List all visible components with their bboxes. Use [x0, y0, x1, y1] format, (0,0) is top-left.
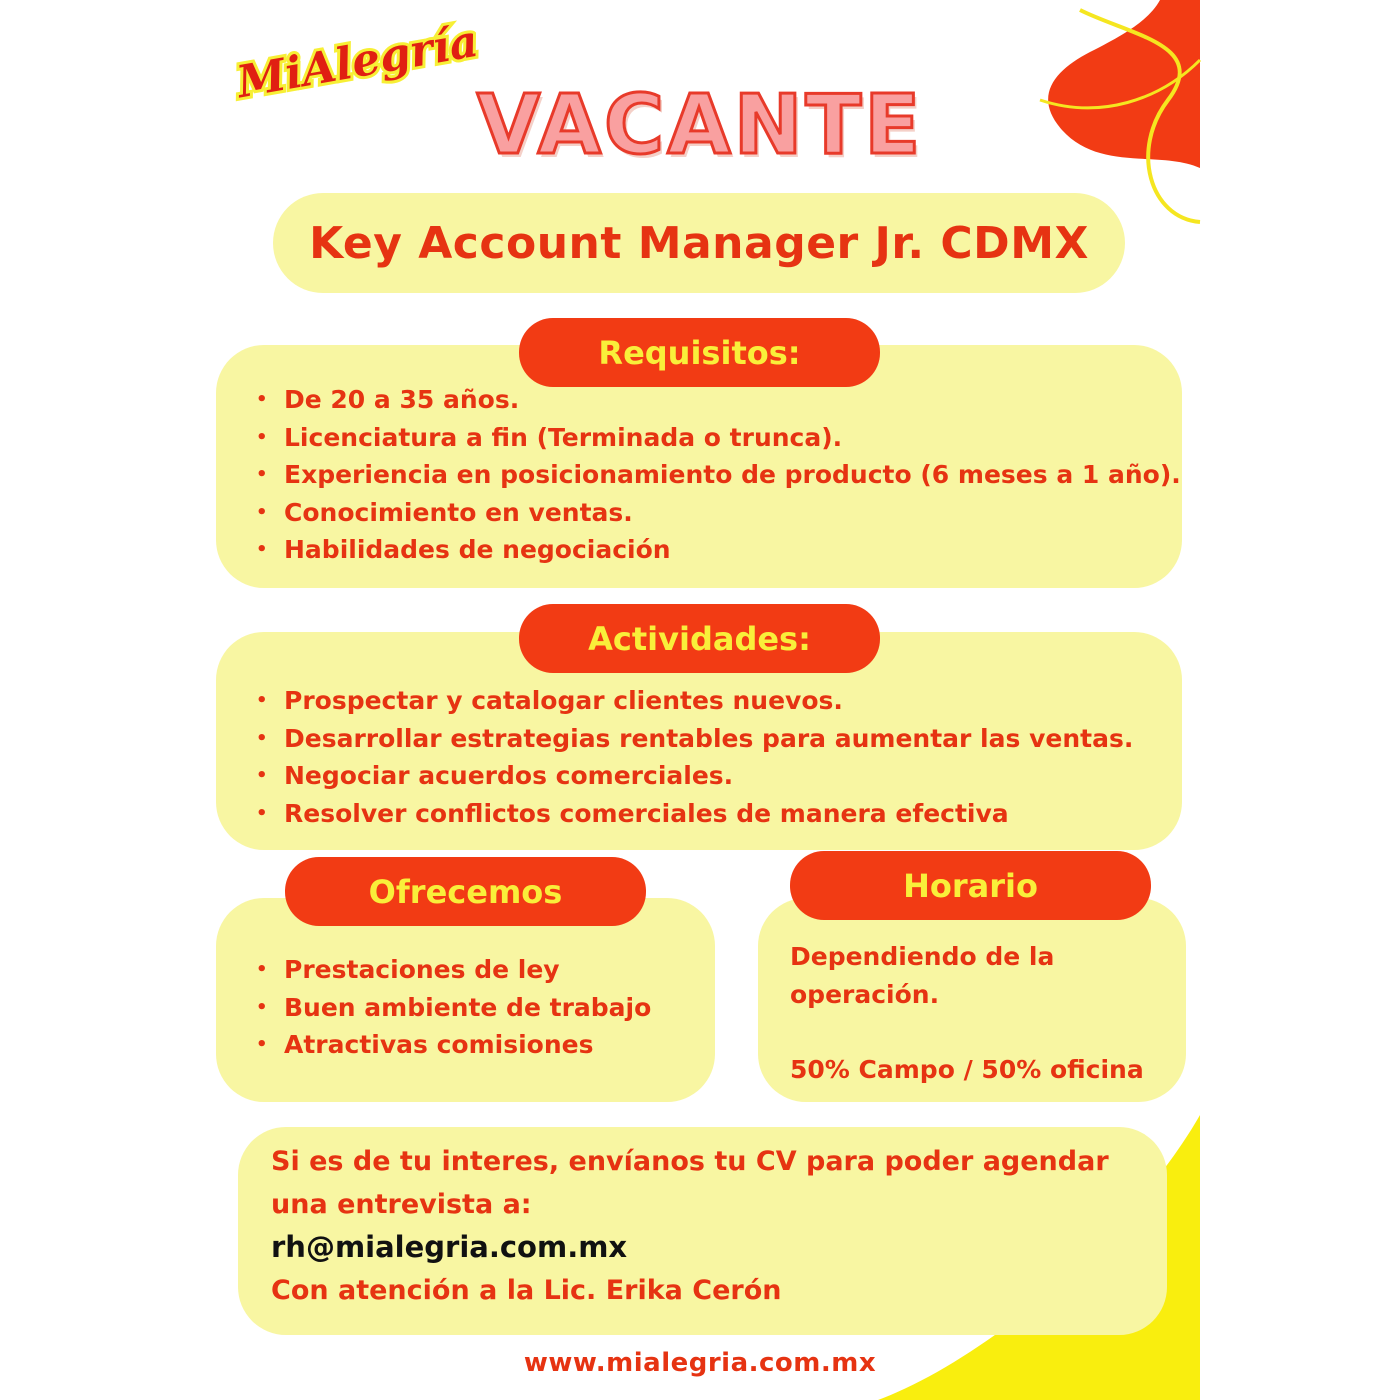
website-link[interactable]: www.mialegria.com.mx [523, 1348, 877, 1378]
schedule-split: 50% Campo / 50% oficina [790, 1055, 1144, 1084]
vacancy-headline: VACANTE [476, 78, 924, 173]
list-item: • Prestaciones de ley [256, 951, 651, 989]
schedule-line-2: operación. [790, 980, 940, 1009]
activities-list [256, 682, 1133, 832]
list-item: • Negociar acuerdos comerciales. [256, 757, 1133, 795]
schedule-heading: Horario [790, 851, 1151, 920]
list-item: • Licenciatura a fin (Terminada o trunca). [256, 419, 1181, 457]
contact-block [271, 1140, 1151, 1312]
list-item: • Habilidades de negociación [256, 531, 1181, 569]
list-item: • Prospectar y catalogar clientes nuevos. [256, 682, 1133, 720]
list-item: • Resolver conflictos comerciales de manera efectiva [256, 795, 1133, 833]
contact-intro: Si es de tu interes, envíanos tu CV para poder agendar una entrevista a: [271, 1146, 1109, 1220]
contact-email[interactable]: rh@mialegria.com.mx [271, 1230, 628, 1264]
list-item: • Experiencia en posicionamiento de producto (6 meses a 1 año). [256, 456, 1181, 494]
requirements-heading: Requisitos: [519, 318, 880, 387]
requirements-list [256, 381, 1181, 569]
list-item: • Buen ambiente de trabajo [256, 989, 651, 1027]
list-item: • De 20 a 35 años. [256, 381, 1181, 419]
list-item: • Atractivas comisiones [256, 1026, 651, 1064]
activities-heading: Actividades: [519, 604, 880, 673]
svg-text:MiAlegría: MiAlegría [233, 15, 482, 109]
benefits-heading: Ofrecemos [285, 857, 646, 926]
list-item: • Conocimiento en ventas. [256, 494, 1181, 532]
job-title: Key Account Manager Jr. CDMX [309, 217, 1089, 269]
contact-attention: Con atención a la Lic. Erika Cerón [271, 1275, 782, 1306]
schedule-line-1: Dependiendo de la [790, 942, 1055, 971]
benefits-list [256, 951, 651, 1064]
job-title-pill [273, 193, 1125, 293]
list-item: • Desarrollar estrategias rentables para aumentar las ventas. [256, 720, 1133, 758]
